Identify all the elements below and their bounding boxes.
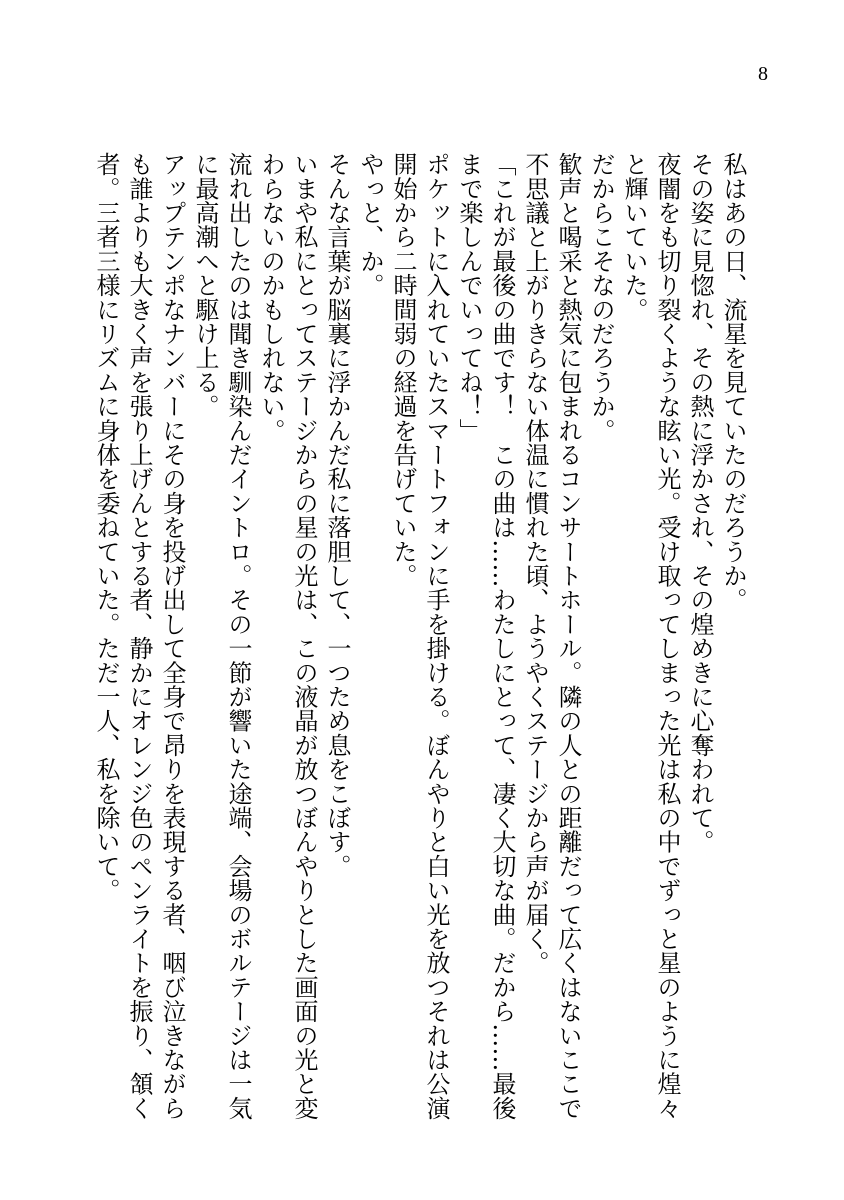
paragraph-10: いまや私にとってステージからの星の光は、この液晶が放つぼんやりとした画面の光と変わらないのかもしれない。: [257, 152, 318, 1120]
paragraph-12: アップテンポなナンバーにその身を投げ出して全身で昂りを表現する者、咽び泣きながらも誰よりも大きく声を張り上げんとする者、静かにオレンジ色のペンライトを振り、頷く者。三者三様にリズムに身体を委ねていた。ただ一人、私を除いて。: [92, 152, 186, 1121]
paragraph-4: だからこそなのだろうか。: [587, 152, 615, 443]
paragraph-5: 歓声と喝采と熱気に包まれるコンサートホール。隣の人との距離だって広くはないここで不思議と上がりきらない体温に慣れた頃、ようやくステージから声が届く。: [521, 152, 582, 1120]
page-number: 8: [758, 63, 768, 85]
paragraph-9: そんな言葉が脳裏に浮かんだ私に落胆して、一つため息をこぼす。: [323, 152, 351, 878]
paragraph-11: 流れ出したのは聞き馴染んだイントロ。その一節が響いた途端、会場のボルテージは一気に最高潮へと駆け上る。: [191, 152, 252, 1120]
paragraph-3: 夜闇をも切り裂くような眩い光。受け取ってしまった光は私の中でずっと星のように煌々と輝いていた。: [620, 152, 681, 1120]
paragraph-2: その姿に見惚れ、その熱に浮かされ、その煌めきに心奪われて。: [686, 152, 714, 854]
paragraph-6: 「これが最後の曲です！ この曲は……わたしにとって、凄く大切な曲。だから……最後まで楽しんでいってね！」: [455, 152, 516, 1120]
paragraph-8: やっと、か。: [356, 152, 384, 298]
vertical-body-text: [89, 152, 749, 1142]
paragraph-7: ポケットに入れていたスマートフォンに手を掛ける。ぼんやりと白い光を放つそれは公演開始から二時間弱の経過を告げていた。: [389, 152, 450, 1120]
paragraph-1: 私はあの日、流星を見ていたのだろうか。: [719, 152, 747, 612]
